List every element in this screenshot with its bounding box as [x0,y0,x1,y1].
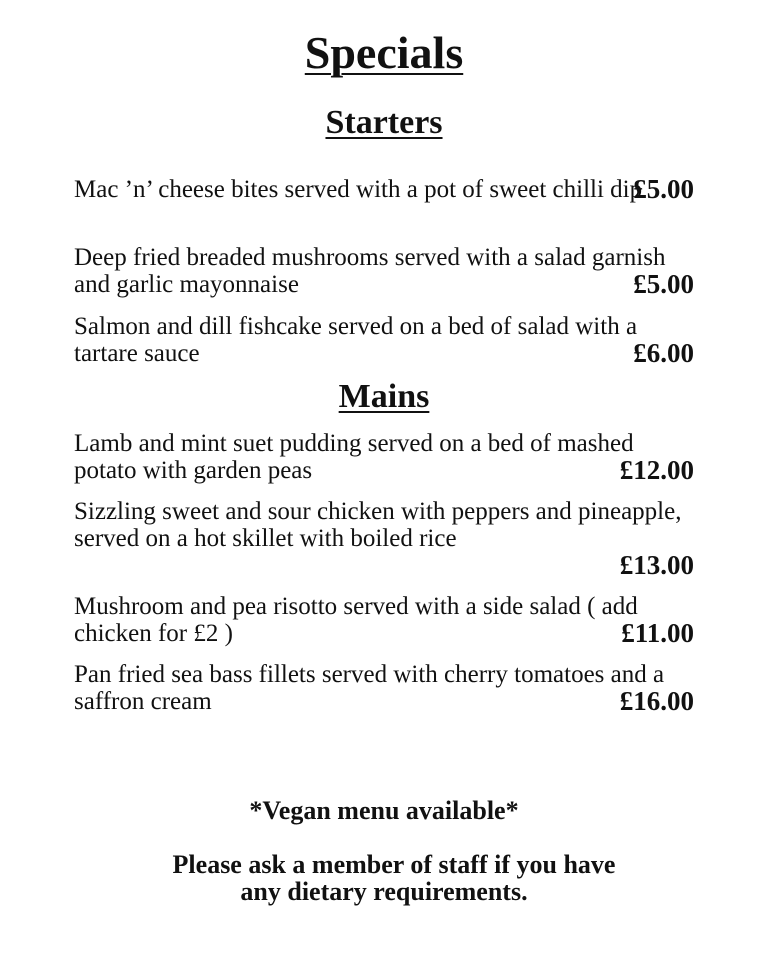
menu-item-starter [74,244,694,298]
menu-item-main [74,593,694,647]
menu-item-starter [74,313,694,367]
starters-heading: Starters [325,104,443,141]
item-price: £6.00 [633,338,694,368]
item-price: £16.00 [619,686,694,716]
item-description: Salmon and dill fishcake served on a bed of salad with a tartare sauce [74,313,638,367]
menu-item-main [74,498,694,579]
vegan-note: *Vegan menu available* [249,796,519,825]
item-price: £5.00 [633,174,694,204]
item-description: Deep fried breaded mushrooms served with a salad garnish and garlic mayonnaise [74,244,666,298]
item-price: £12.00 [619,455,694,485]
item-description: Mac ’n’ cheese bites served with a pot of sweet chilli dip [74,176,643,203]
item-description: Sizzling sweet and sour chicken with peppers and pineapple, served on a hot skillet with boiled rice [74,498,682,552]
mains-heading: Mains [338,378,430,415]
dietary-note-line1: Please ask a member of staff if you have [172,850,616,879]
item-description: Mushroom and pea risotto served with a side salad ( add chicken for £2 ) [74,593,638,647]
item-price: £11.00 [621,618,694,648]
item-description: Lamb and mint suet pudding served on a bed of mashed potato with garden peas [74,430,634,484]
dietary-note-line2: any dietary requirements. [240,877,528,906]
menu-item-main [74,430,694,484]
item-description: Pan fried sea bass fillets served with cherry tomatoes and a saffron cream [74,661,665,715]
menu-item-main [74,661,694,715]
menu-item-starter [74,176,694,203]
item-price: £13.00 [619,550,694,580]
page-title: Specials [304,27,464,78]
item-price: £5.00 [633,269,694,299]
